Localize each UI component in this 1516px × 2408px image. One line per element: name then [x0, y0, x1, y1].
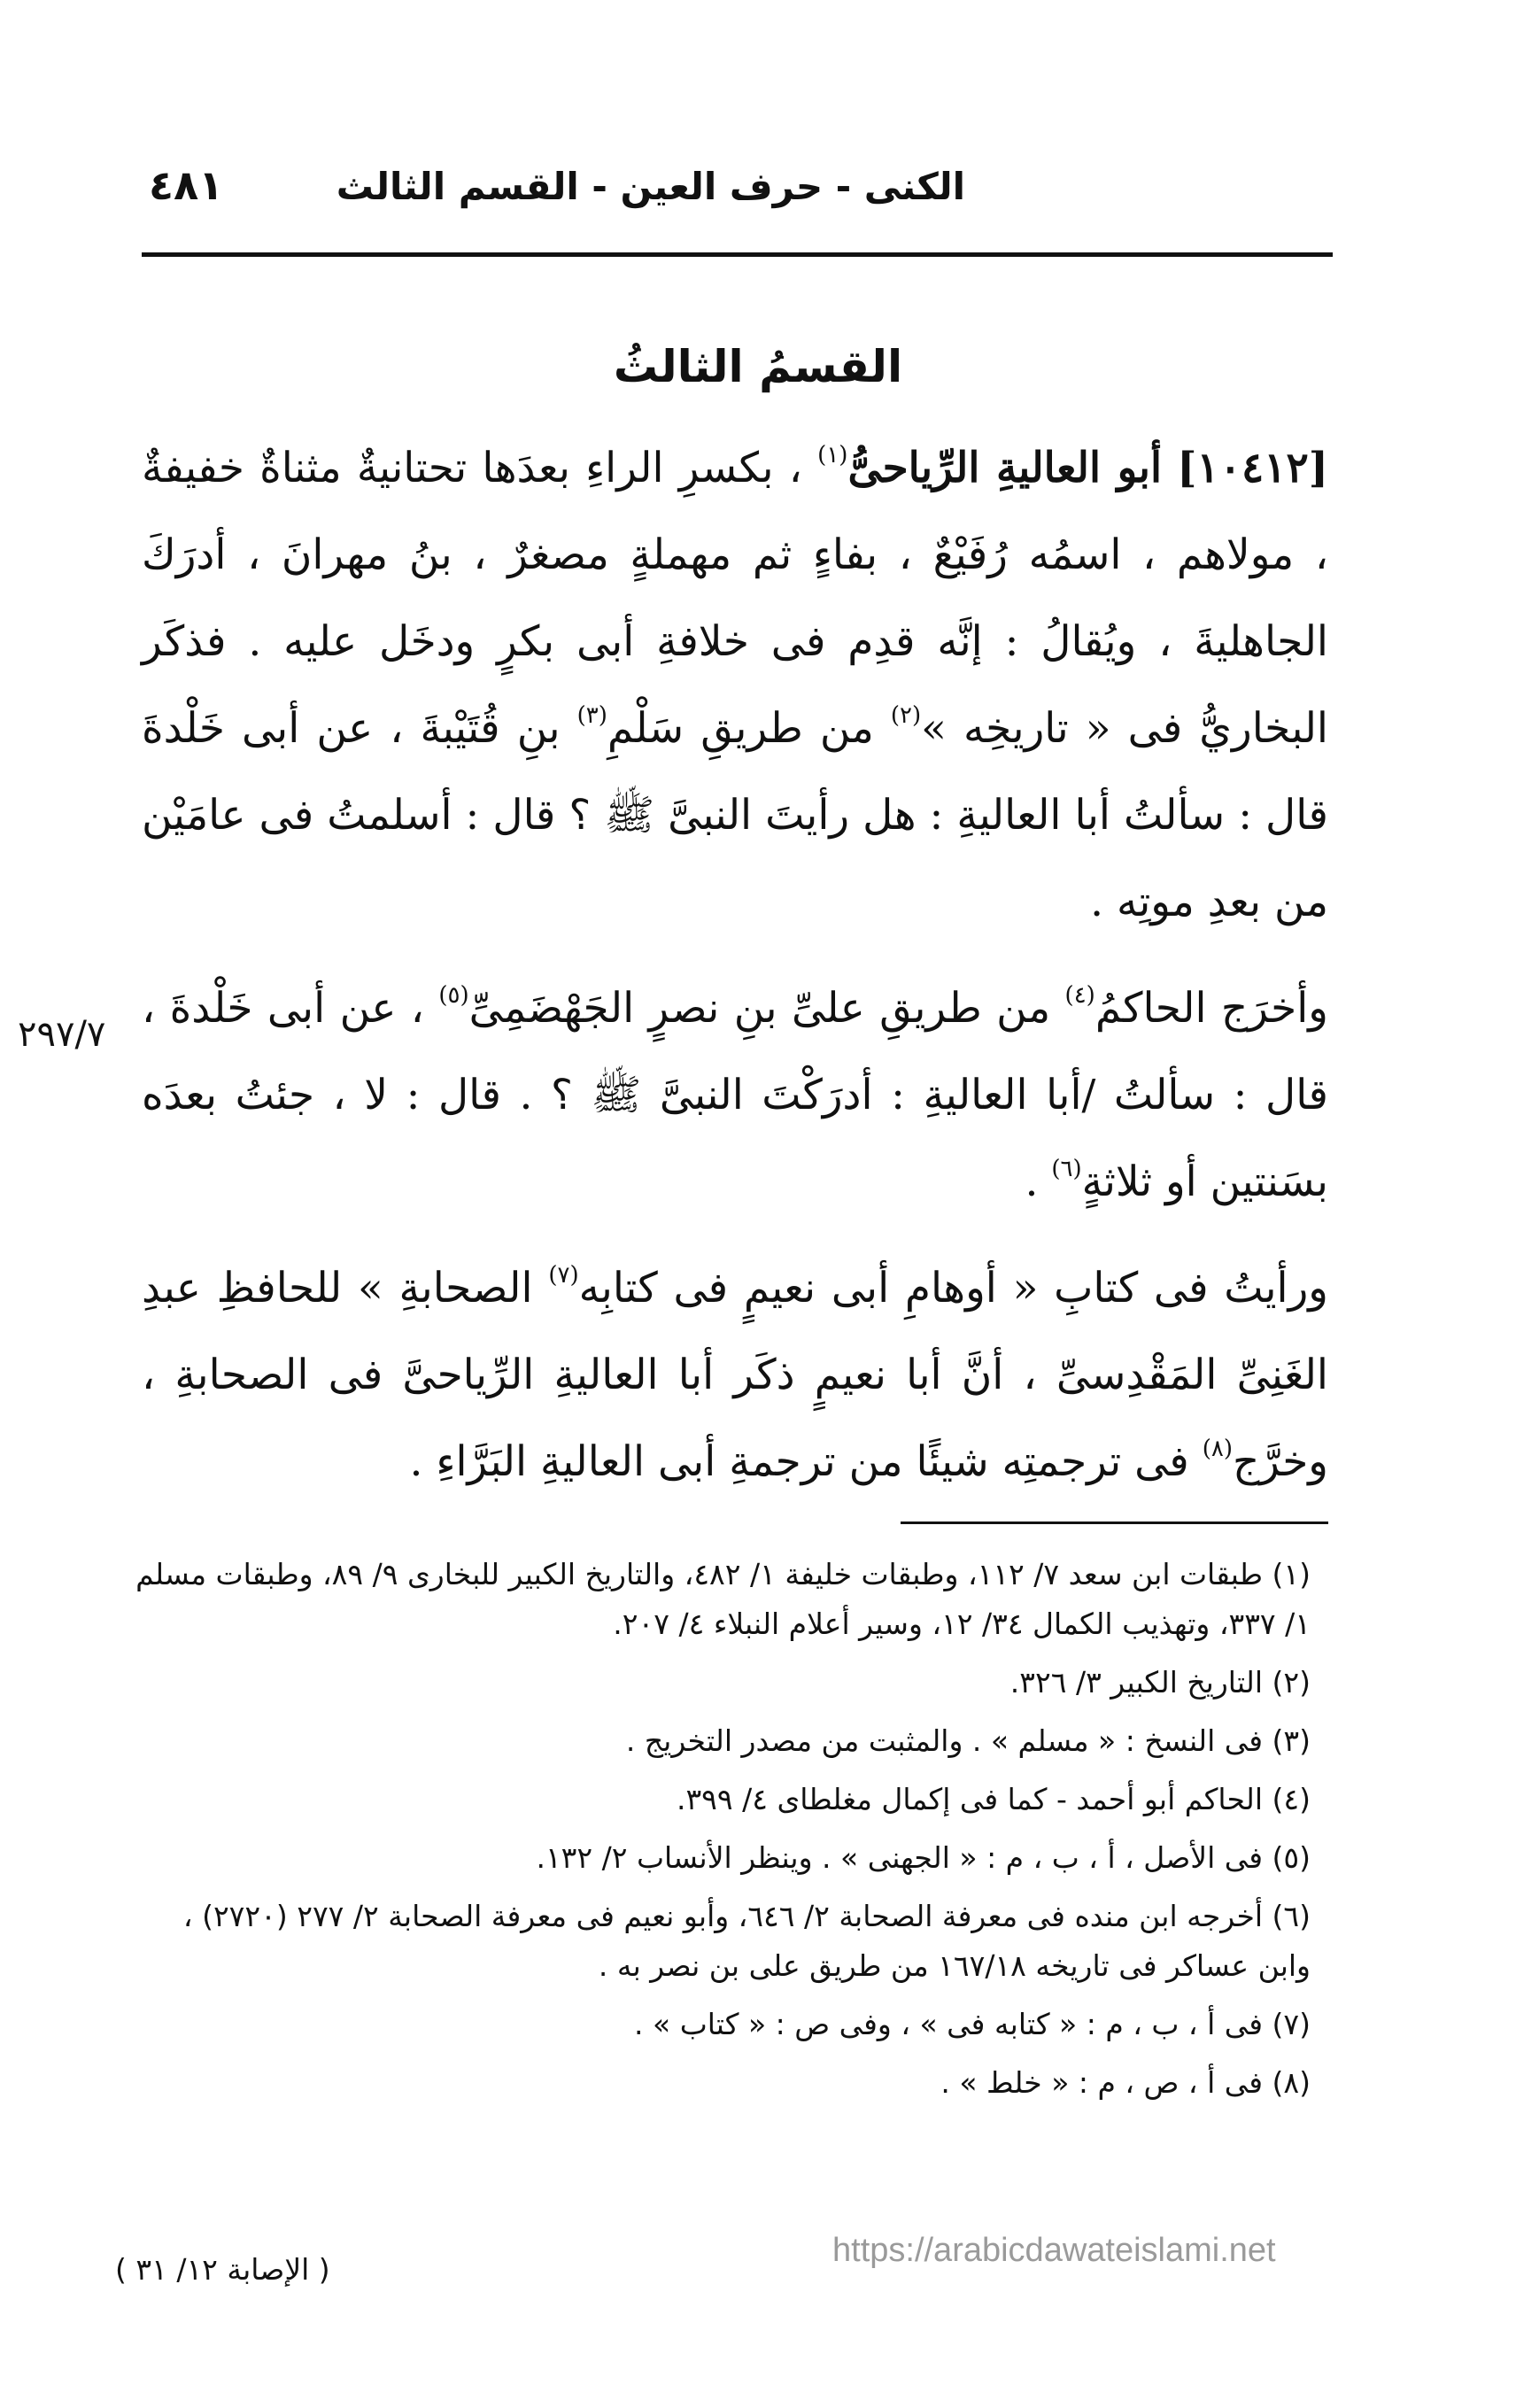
footnote-text: طبقات ابن سعد ٧/ ١١٢، وطبقات خليفة ١/ ٤٨٢، والتاريخ الكبير للبخارى ٩/ ٨٩، وطبقات مسلم ١/ ٣٣٧، وتهذيب الكمال ٣٤/ ١٢، وسير أعلام النبلاء ٤/ ٢٠٧. — [135, 1557, 1311, 1641]
paragraph-1-text-b: من طريقِ سَلْمِ — [607, 704, 874, 753]
footnote-ref-4: (٤) — [1064, 982, 1095, 1009]
footnote-mark: (١) — [1272, 1557, 1311, 1591]
page-number: ٤٨١ — [149, 161, 224, 209]
footnote-mark: (٦) — [1272, 1899, 1311, 1933]
footnote-mark: (٥) — [1272, 1840, 1311, 1875]
paragraph-3-text-c: فى ترجمتِه شيئًا من ترجمةِ أبى العاليةِ البَرَّاءِ . — [409, 1437, 1189, 1486]
footnote-4 — [124, 1775, 1311, 1824]
footnote-ref-1: (١) — [817, 442, 848, 468]
paragraph-3-text-a: ورأيتُ فى كتابِ « أوهامِ أبى نعيمٍ فى كتابِه — [578, 1264, 1328, 1312]
footnotes — [124, 1550, 1311, 2117]
volume-signature: ( الإصابة ١٢/ ٣١ ) — [115, 2252, 330, 2287]
paragraph-2 — [142, 965, 1328, 1226]
footnote-1 — [124, 1550, 1311, 1649]
footnote-text: التاريخ الكبير ٣/ ٣٢٦. — [1009, 1665, 1264, 1700]
footnote-mark: (٣) — [1272, 1723, 1311, 1758]
footnote-mark: (٢) — [1272, 1665, 1311, 1700]
footnote-text: فى أ ، ب ، م : « كتابه فى » ، وفى ص : « كتاب » . — [634, 2007, 1264, 2041]
footnote-text: أخرجه ابن منده فى معرفة الصحابة ٢/ ٦٤٦، وأبو نعيم فى معرفة الصحابة ٢/ ٢٧٧ (٢٧٢٠) ، وابن عساكر فى تاريخه ١٦٧/١٨ من طريق على بن نصر به . — [182, 1899, 1311, 1983]
header-rule — [142, 252, 1333, 257]
footnote-ref-2: (٢) — [890, 702, 922, 729]
footnote-5 — [124, 1833, 1311, 1883]
section-title: القسمُ الثالثُ — [613, 341, 903, 392]
footnote-ref-6: (٦) — [1051, 1156, 1082, 1182]
footnote-text: الحاكم أبو أحمد - كما فى إكمال مغلطاى ٤/ ٣٩٩. — [676, 1782, 1264, 1816]
paragraph-2-text-a: وأخرَج الحاكمُ — [1094, 984, 1328, 1033]
footnote-mark: (٧) — [1272, 2007, 1311, 2041]
footnote-7 — [124, 2000, 1311, 2049]
paragraph-2-text-c: ، عن أبى خَلْدةَ ، قال : سألتُ /أبا العاليةِ : أدرَكْتَ النبىَّ ﷺ ؟ . قال : لا ، جئتُ بعدَه بسَنتين أو ثلاثةٍ — [142, 984, 1328, 1206]
paragraph-2-end: . — [1025, 1158, 1039, 1206]
entry-name: أبو العاليةِ الرِّياحىُّ — [847, 444, 1163, 492]
footnote-mark: (٨) — [1272, 2065, 1311, 2100]
footnote-ref-5: (٥) — [438, 982, 469, 1009]
paragraph-2-text-b: من طريقِ علىِّ بنِ نصرٍ الجَهْضَمِىِّ — [468, 984, 1051, 1033]
running-title: الكنى - حرف العين - القسم الثالث — [336, 165, 965, 208]
footnote-ref-3: (٣) — [576, 702, 607, 729]
paragraph-1-text-a: ، بكسرِ الراءِ بعدَها تحتانيةٌ مثناةٌ خفيفةٌ ، مولاهم ، اسمُه رُفَيْعٌ ، بفاءٍ ثم مهملةٍ مصغرٌ ، بنُ مهرانَ ، أدرَكَ الجاهليةَ ، ويُقالُ : إنَّه قدِم فى خلافةِ أبى بكرٍ ودخَل عليه . فذكَر البخاريُّ فى « تاريخِه » — [142, 444, 1328, 753]
watermark-url: https://arabicdawateislami.net — [832, 2232, 1276, 2269]
margin-reference: ٢٩٧/٧ — [18, 1014, 106, 1055]
footnote-ref-8: (٨) — [1202, 1436, 1233, 1462]
paragraph-1 — [142, 425, 1328, 946]
entry-number: [١٠٤١٢] — [1177, 444, 1328, 492]
footnote-ref-7: (٧) — [548, 1262, 579, 1289]
paragraph-3 — [142, 1245, 1328, 1506]
footnote-8 — [124, 2058, 1311, 2108]
paragraph-1-text-c: بنِ قُتَيْبةَ ، عن أبى خَلْدةَ قال : سألتُ أبا العاليةِ : هل رأيتَ النبىَّ ﷺ ؟ قال : أسلمتُ فى عامَيْن من بعدِ موتِه . — [142, 704, 1328, 926]
footnote-rule — [901, 1521, 1328, 1524]
page-header — [142, 161, 1328, 223]
paragraph-3-text-b: الصحابةِ » للحافظِ عبدِ الغَنِىِّ المَقْدِسىِّ ، أنَّ أبا نعيمٍ ذكَر أبا العاليةِ الرِّياحىَّ فى الصحابةِ ، وخرَّج — [142, 1264, 1328, 1486]
footnote-text: فى الأصل ، أ ، ب ، م : « الجهنى » . وينظر الأنساب ٢/ ١٣٢. — [536, 1840, 1264, 1875]
footnote-text: فى النسخ : « مسلم » . والمثبت من مصدر التخريج . — [625, 1723, 1264, 1758]
footnote-mark: (٤) — [1272, 1782, 1311, 1816]
footnote-6 — [124, 1892, 1311, 1991]
main-text — [142, 425, 1328, 1506]
footnote-2 — [124, 1658, 1311, 1707]
footnote-3 — [124, 1716, 1311, 1766]
footnote-text: فى أ ، ص ، م : « خلط » . — [940, 2065, 1264, 2100]
